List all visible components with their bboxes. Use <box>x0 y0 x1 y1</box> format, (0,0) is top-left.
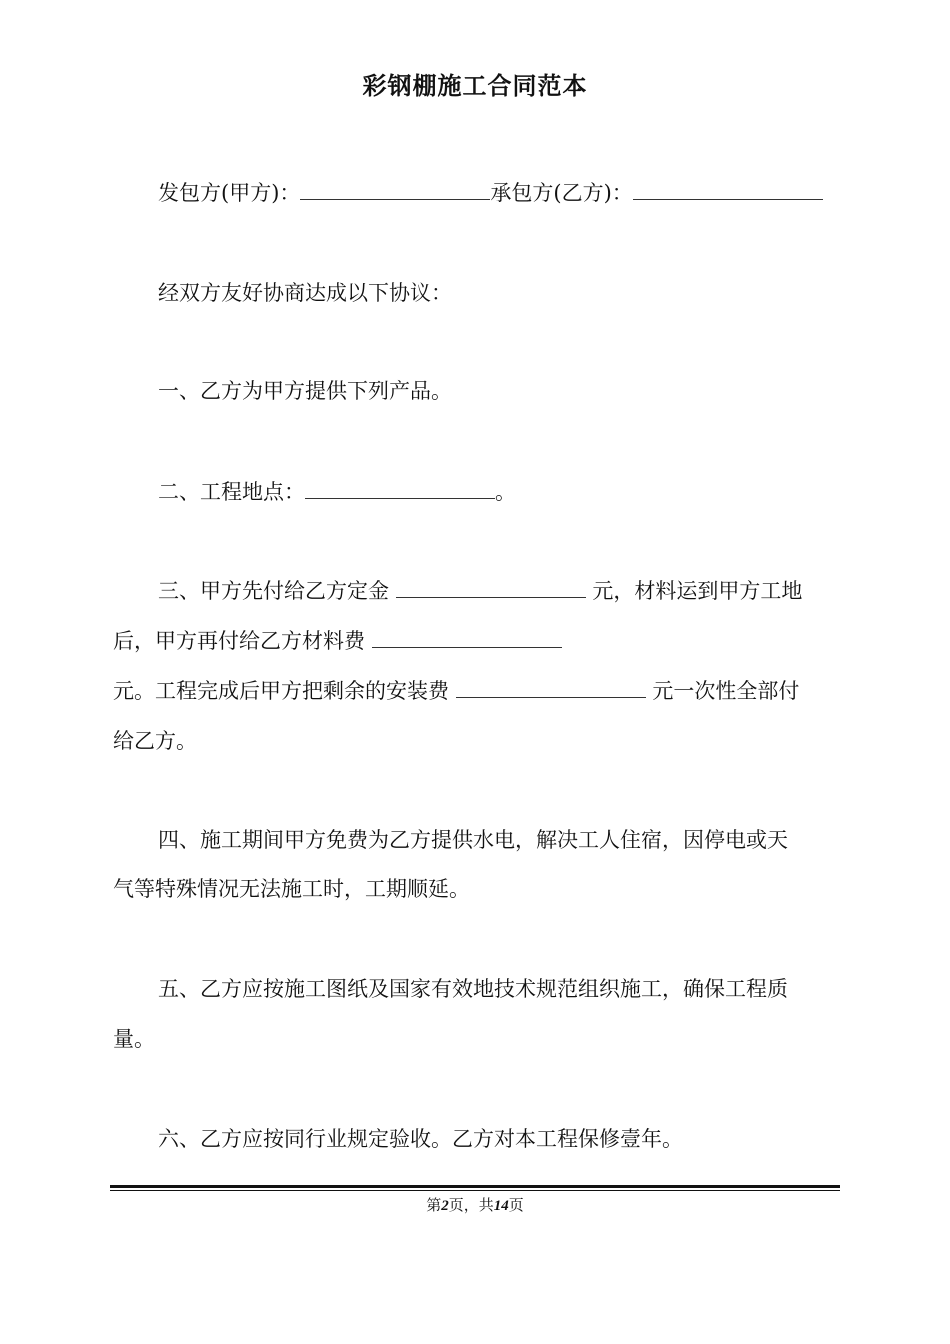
location-blank <box>305 478 495 499</box>
clause-3-line-2 <box>113 626 562 656</box>
current-page: 2 <box>441 1198 449 1214</box>
total-pages: 14 <box>493 1198 509 1214</box>
party-a-blank <box>300 179 490 200</box>
clause-1: 一、乙方为甲方提供下列产品。 <box>158 379 452 403</box>
footer-suffix: 页 <box>508 1198 524 1214</box>
install-fee-blank <box>456 677 646 698</box>
material-fee-blank <box>372 627 562 648</box>
clause-3-line-3-prefix: 元。工程完成后甲方把剩余的安装费 <box>113 679 456 703</box>
footer-middle: 页，共 <box>448 1198 494 1214</box>
clause-3-line-2-prefix: 后，甲方再付给乙方材料费 <box>113 629 372 653</box>
deposit-blank <box>396 577 586 598</box>
intro-text: 经双方友好协商达成以下协议： <box>158 281 452 305</box>
footer-prefix: 第 <box>426 1198 442 1214</box>
clause-2-suffix: 。 <box>495 480 516 504</box>
clause-3-line-4: 给乙方。 <box>113 729 197 753</box>
clause-3-line-3-suffix: 元一次性全部付 <box>645 679 800 703</box>
clause-2 <box>158 477 516 507</box>
footer-rule-thin <box>110 1190 840 1191</box>
clause-4-line-1: 四、施工期间甲方免费为乙方提供水电，解决工人住宿，因停电或天 <box>158 828 788 852</box>
clause-3-line-1-prefix: 三、甲方先付给乙方定金 <box>158 579 396 603</box>
party-b-blank <box>633 179 823 200</box>
page-footer <box>0 1194 950 1215</box>
party-a-label: 发包方(甲方)： <box>158 181 301 205</box>
clause-3-line-1 <box>158 576 802 606</box>
clause-3-line-3 <box>113 676 799 706</box>
party-b-label: 承包方(乙方)： <box>490 181 633 205</box>
footer-rule-thick <box>110 1185 840 1188</box>
clause-5-line-2: 量。 <box>113 1027 155 1051</box>
parties-line <box>158 178 823 208</box>
clause-4-line-2: 气等特殊情况无法施工时，工期顺延。 <box>113 877 470 901</box>
document-title: 彩钢棚施工合同范本 <box>362 72 588 100</box>
clause-5-line-1: 五、乙方应按施工图纸及国家有效地技术规范组织施工，确保工程质 <box>158 977 788 1001</box>
clause-6: 六、乙方应按同行业规定验收。乙方对本工程保修壹年。 <box>158 1127 683 1151</box>
clause-3-line-1-suffix: 元，材料运到甲方工地 <box>585 579 803 603</box>
clause-2-prefix: 二、工程地点： <box>158 480 305 504</box>
